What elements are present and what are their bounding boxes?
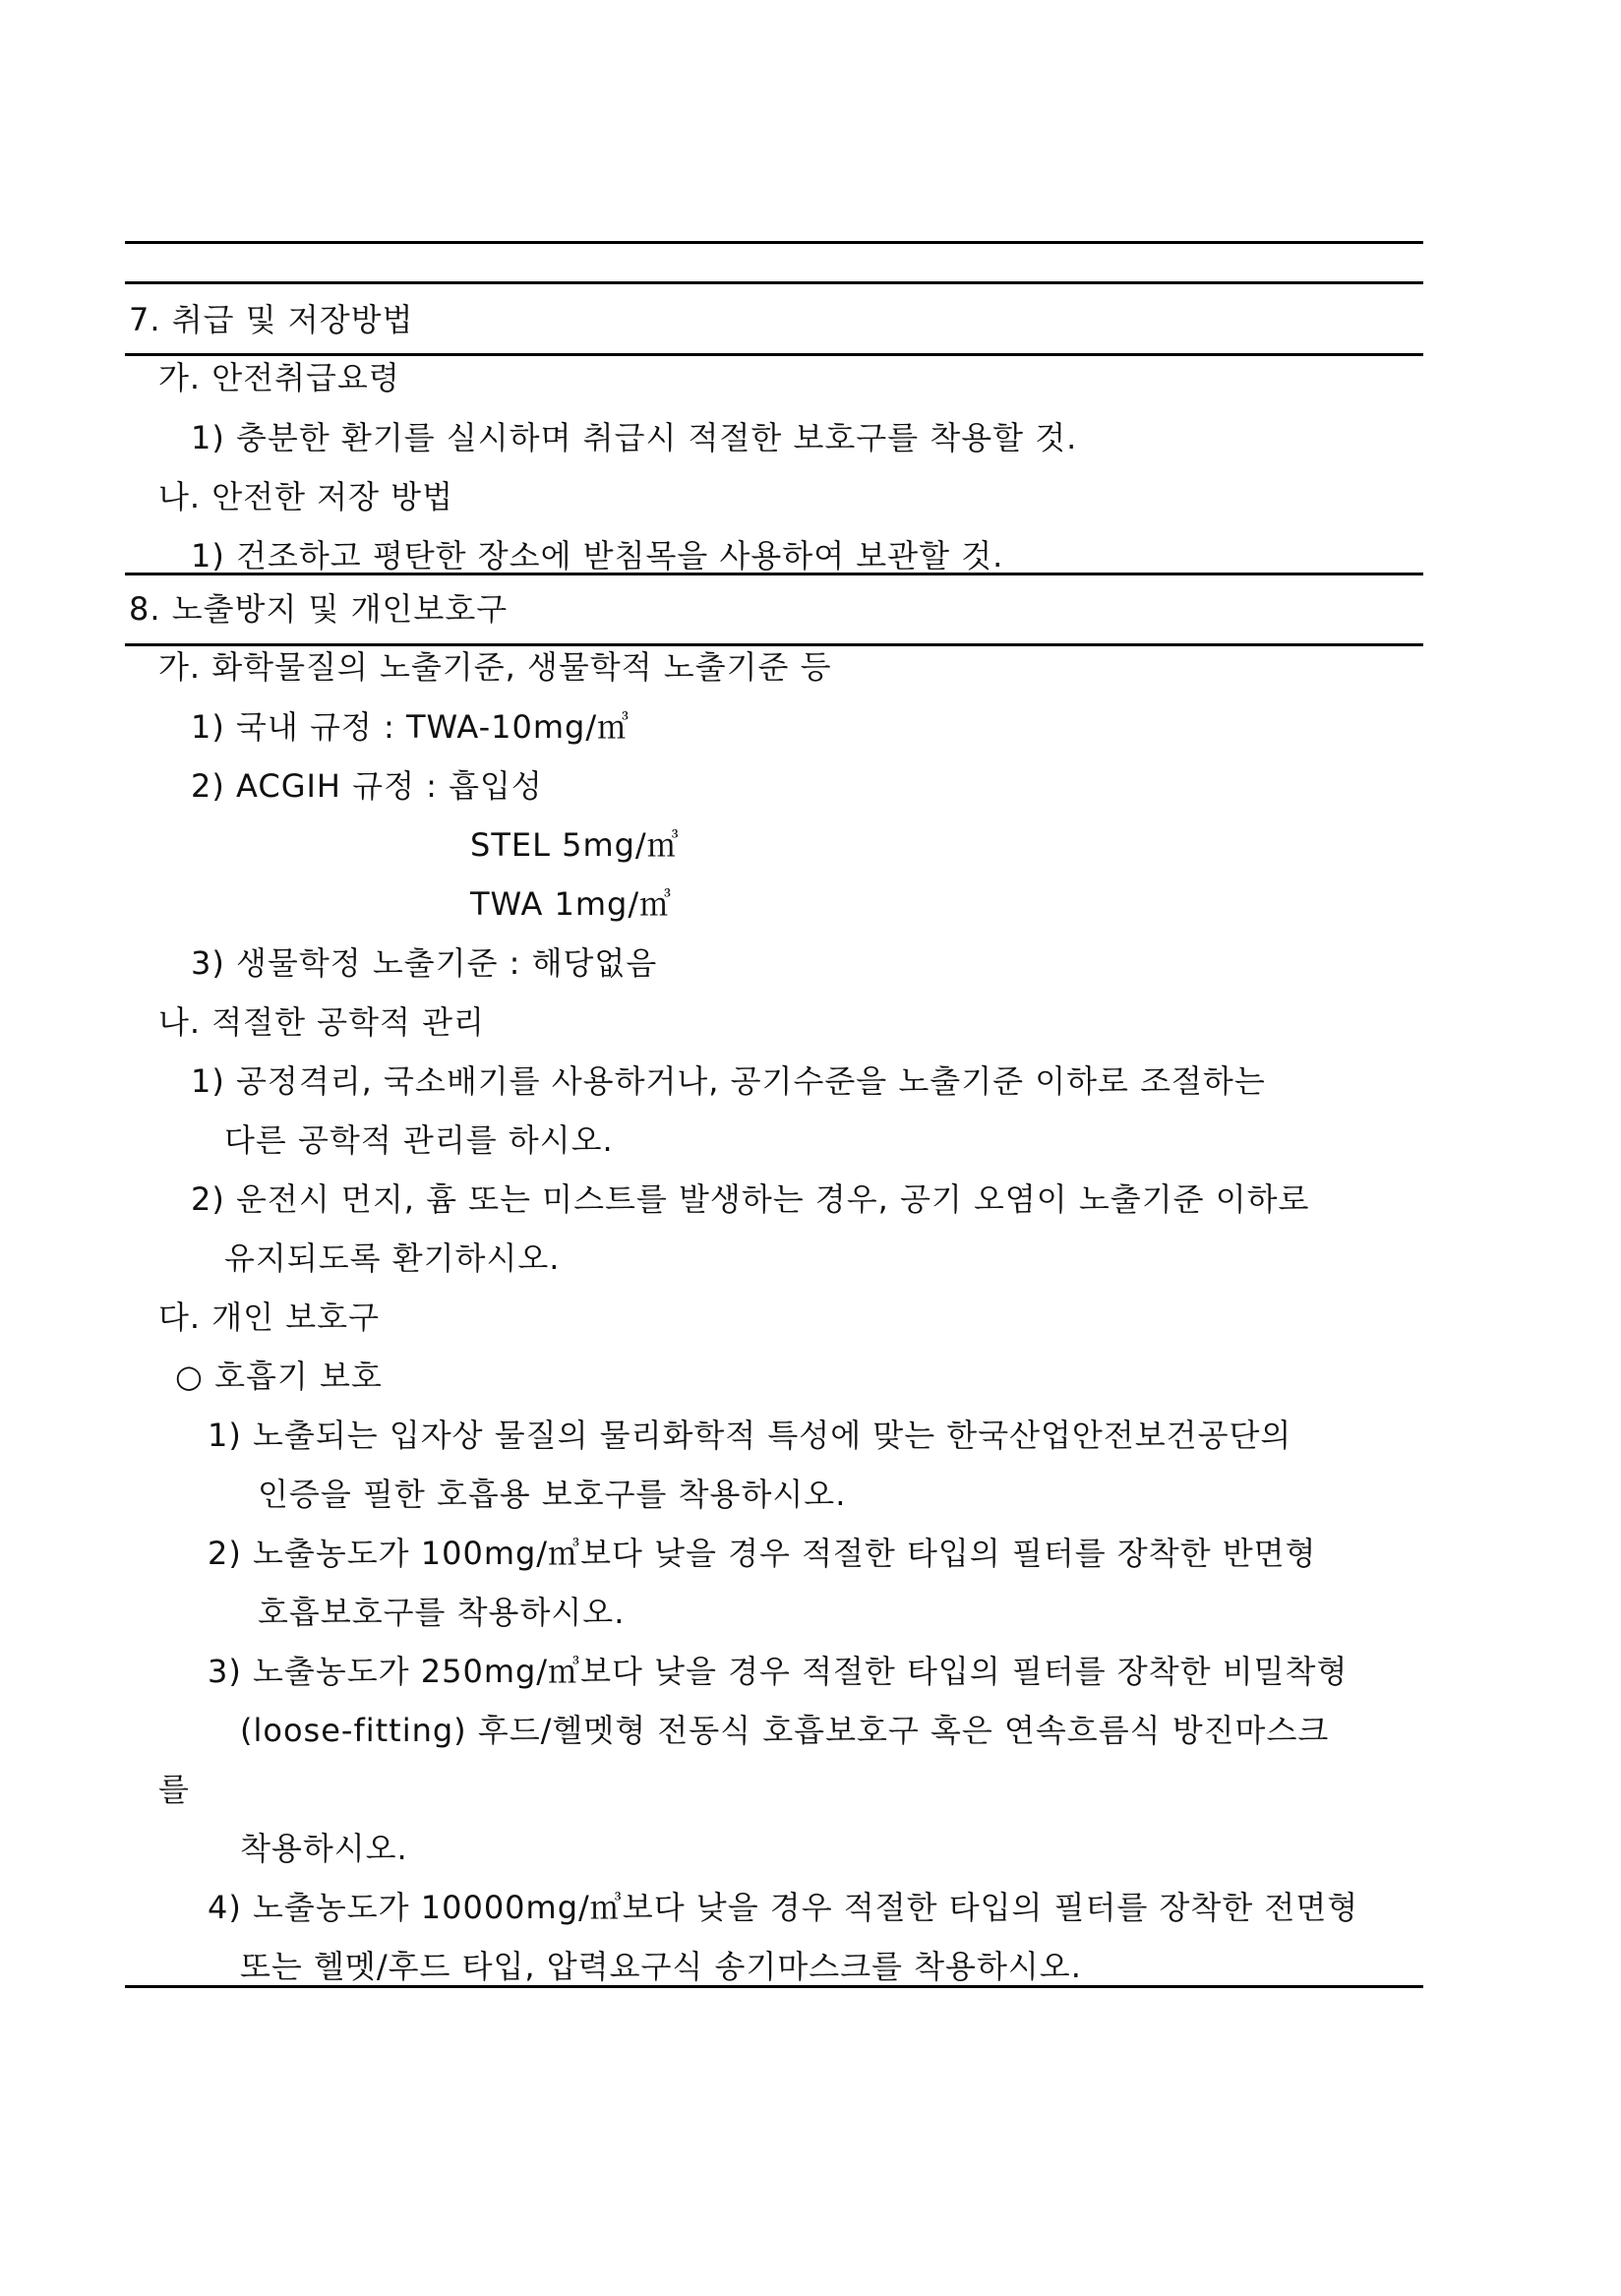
section8-b-item1-line1: 1) 공정격리, 국소배기를 사용하거나, 공기수준을 노출기준 이하로 조절하는 (191, 1062, 1266, 1100)
section8-c-item4-line1: 4) 노출농도가 10000mg/㎥보다 낮을 경우 적절한 타입의 필터를 장착한 전면형 (208, 1889, 1359, 1926)
section8-a-item3: 3) 생물학정 노출기준 : 해당없음 (191, 944, 658, 982)
section8-c-item1-line1: 1) 노출되는 입자상 물질의 물리화학적 특성에 맞는 한국산업안전보건공단의 (208, 1417, 1292, 1454)
section8-title: 8. 노출방지 및 개인보호구 (129, 590, 509, 628)
rule-above-section7 (125, 281, 1423, 284)
section7-b-item1: 1) 건조하고 평탄한 장소에 받침목을 사용하여 보관할 것. (191, 537, 1004, 574)
section8-c-heading: 다. 개인 보호구 (158, 1299, 380, 1336)
section8-b-heading: 나. 적절한 공학적 관리 (158, 1003, 485, 1041)
section7-title: 7. 취급 및 저장방법 (129, 301, 414, 338)
rule-under-section8-title (125, 643, 1423, 646)
section8-b-item2-line1: 2) 운전시 먼지, 흄 또는 미스트를 발생하는 경우, 공기 오염이 노출기준 이하로 (191, 1180, 1310, 1218)
section8-c-subheading: ○ 호흡기 보호 (175, 1358, 383, 1395)
section8-c-item3-line4: 착용하시오. (240, 1830, 408, 1867)
section7-a-heading: 가. 안전취급요령 (158, 359, 400, 396)
section7-b-heading: 나. 안전한 저장 방법 (158, 478, 453, 515)
section8-c-item1-line2: 인증을 필한 호흡용 보호구를 착용하시오. (258, 1476, 847, 1513)
section8-c-item3-line3: 를 (158, 1771, 190, 1808)
section8-c-item2-line1: 2) 노출농도가 100mg/㎥보다 낮을 경우 적절한 타입의 필터를 장착한 반면형 (208, 1535, 1317, 1572)
section8-a-heading: 가. 화학물질의 노출기준, 생물학적 노출기준 등 (158, 648, 832, 686)
rule-under-section7-title (125, 353, 1423, 356)
section8-a-item2: 2) ACGIH 규정 : 흡입성 (191, 767, 543, 805)
section8-a-item2-stel: STEL 5mg/㎥ (470, 826, 680, 864)
section8-c-item3-line1: 3) 노출농도가 250mg/㎥보다 낮을 경우 적절한 타입의 필터를 장착한 비밀착형 (208, 1653, 1349, 1690)
top-rule (125, 241, 1423, 244)
section8-c-item3-line2: (loose-fitting) 후드/헬멧형 전동식 호흡보호구 혹은 연속흐름식 방진마스크 (240, 1712, 1330, 1749)
section8-a-item1: 1) 국내 규정 : TWA-10mg/㎥ (191, 708, 630, 746)
section8-a-item2-twa: TWA 1mg/㎥ (470, 885, 673, 923)
section8-b-item2-line2: 유지되도록 환기하시오. (224, 1239, 561, 1277)
section8-b-item1-line2: 다른 공학적 관리를 하시오. (224, 1121, 614, 1159)
section7-a-item1: 1) 충분한 환기를 실시하며 취급시 적절한 보호구를 착용할 것. (191, 419, 1078, 456)
section8-c-item2-line2: 호흡보호구를 착용하시오. (258, 1594, 626, 1631)
section8-c-item4-line2: 또는 헬멧/후드 타입, 압력요구식 송기마스크를 착용하시오. (240, 1948, 1082, 1985)
